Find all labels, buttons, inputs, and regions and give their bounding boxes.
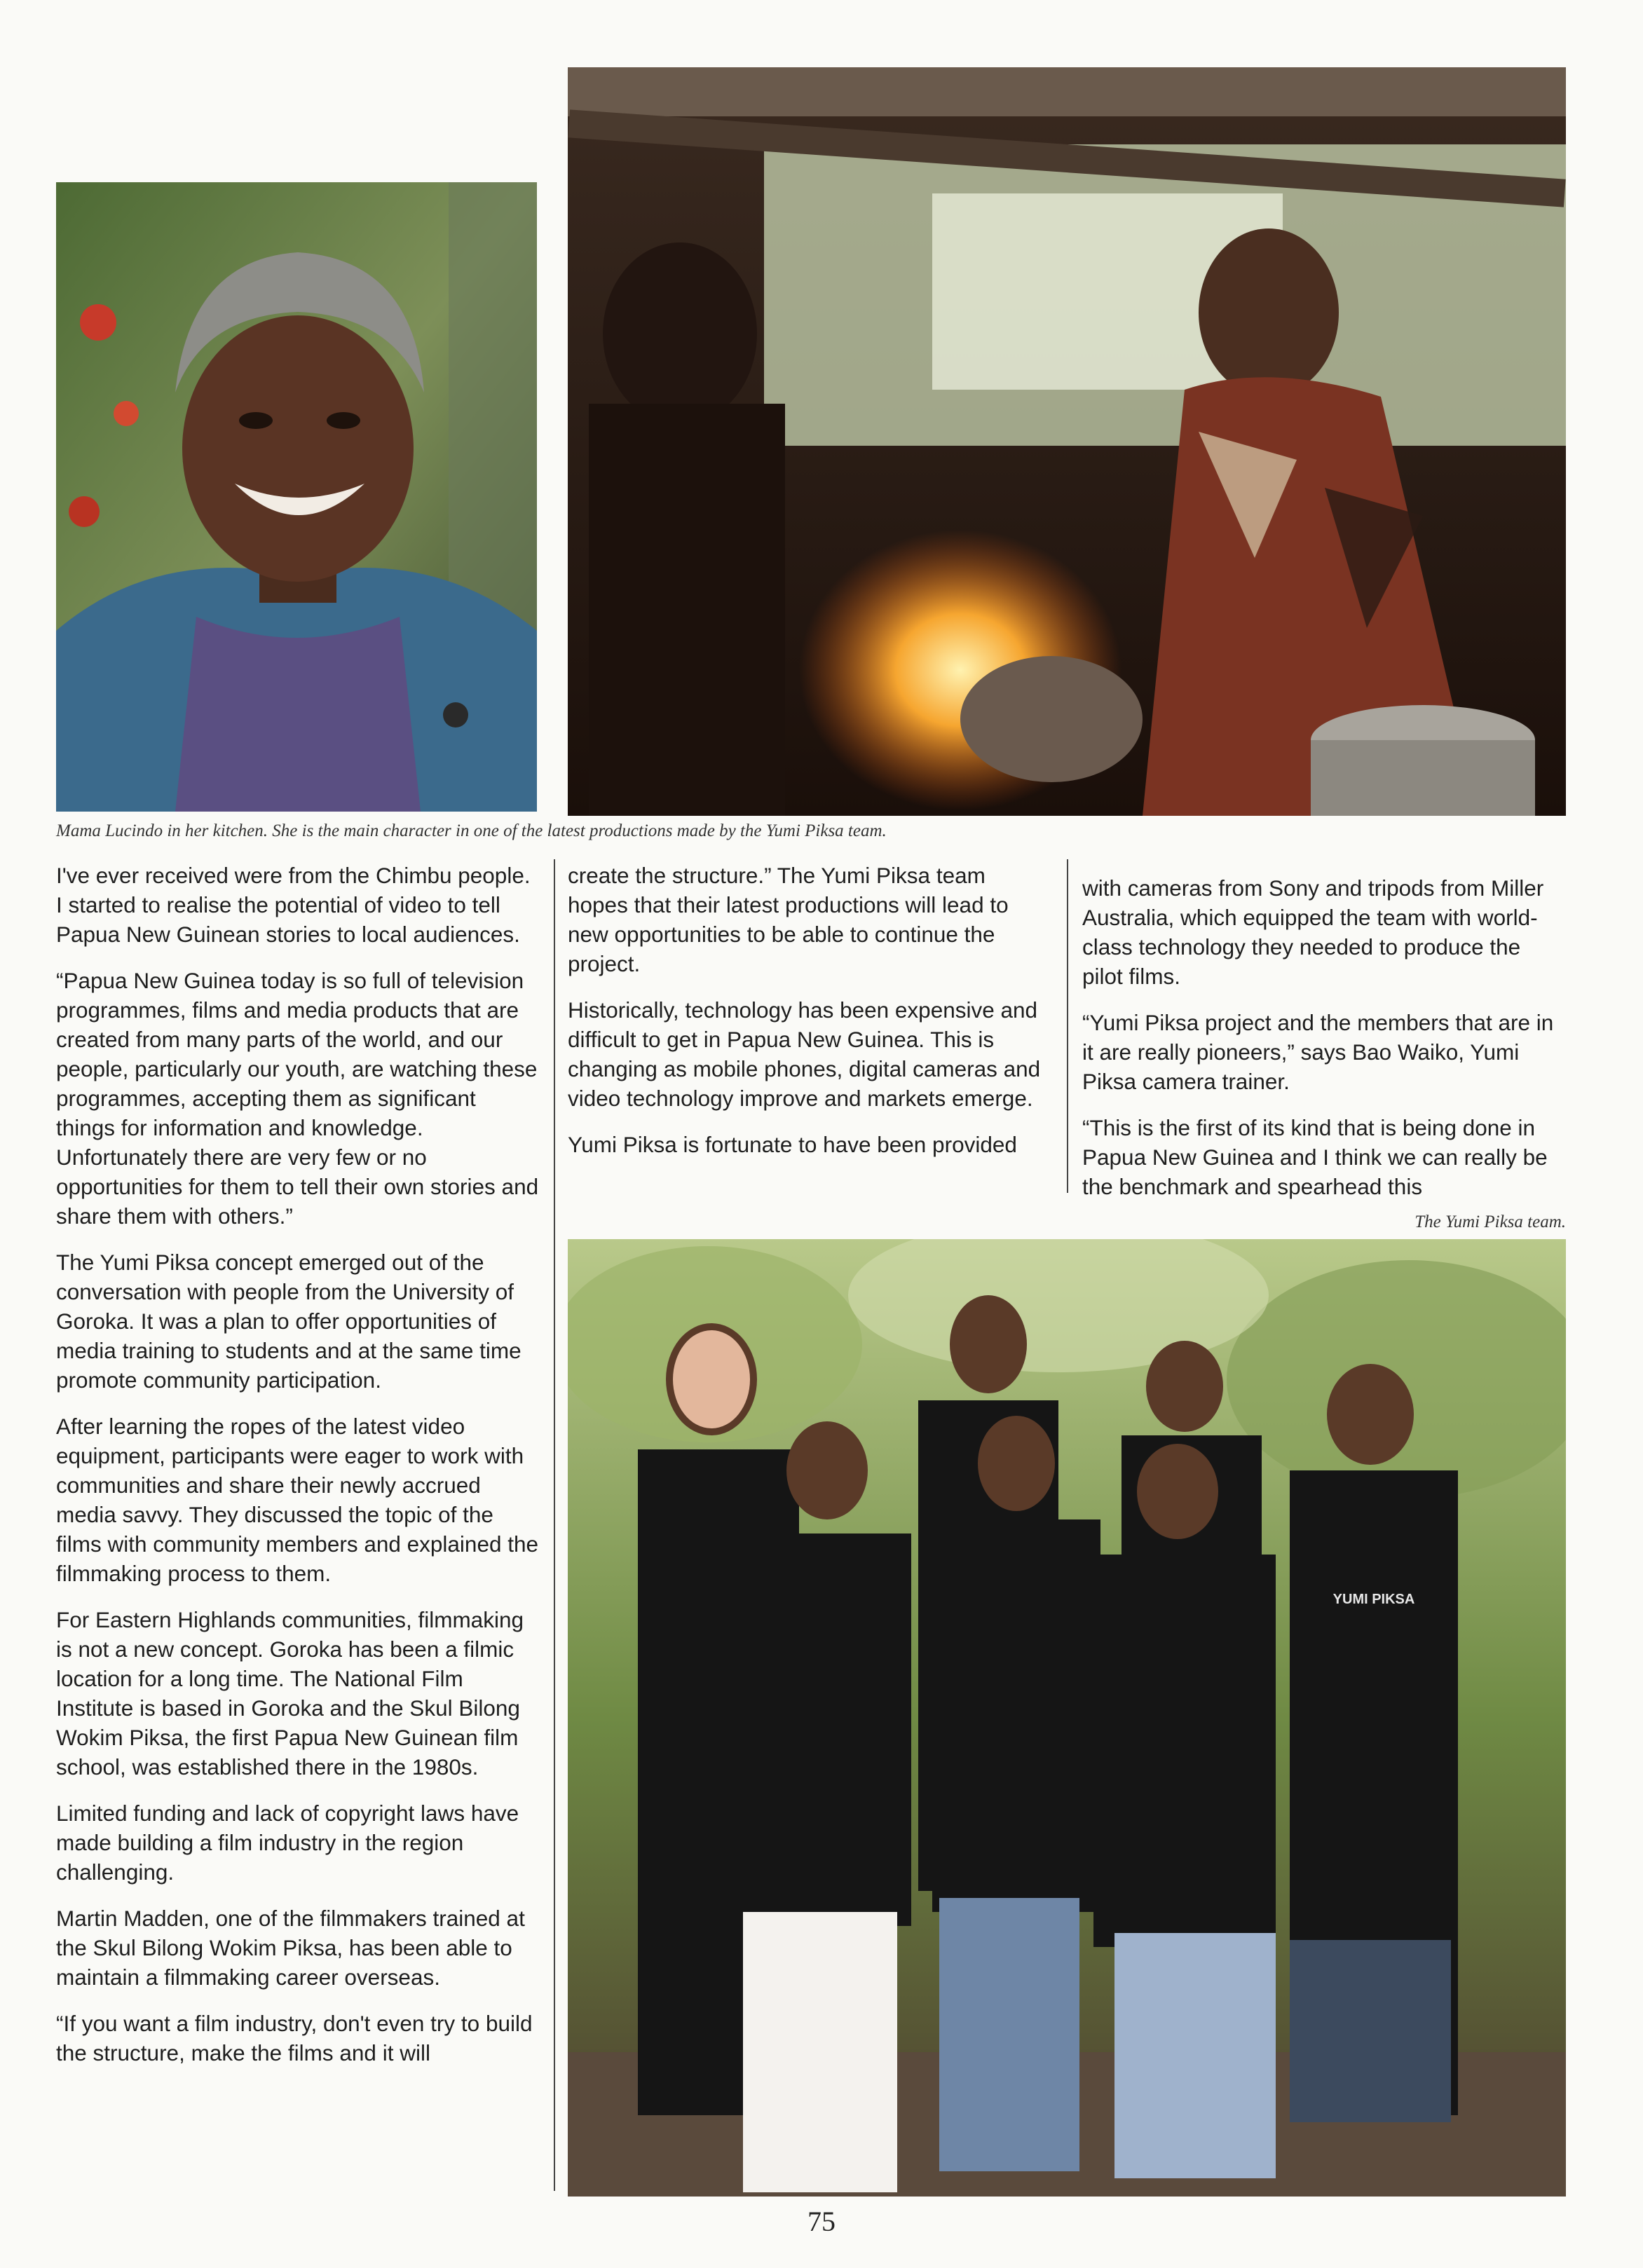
paragraph: create the structure.” The Yumi Piksa team hopes that their latest productions will lead to new opportunities to be able to continue the project. [568,863,1009,976]
text-column-3 [1082,873,1566,1218]
paragraph: The Yumi Piksa concept emerged out of the conversation with people from the University of Goroka. It was a plan to offer opportunities of media training to students and at the same time promote community participation. [56,1250,521,1393]
paragraph: “Papua New Guinea today is so full of television programmes, films and media products that are created from many parts of the world, and our people, particularly our youth, are watching these programmes, accepting them as significant things for information and knowledge. Unfortunately there are very few or no opportunities for them to tell their own stories and share them with others.” [56,968,539,1229]
kitchen-photo [568,67,1566,816]
paragraph: “This is the first of its kind that is being done in Papua New Guinea and I think we can really be the benchmark and spearhead this [1082,1115,1548,1199]
text-column-1 [56,861,540,2084]
column-divider [554,859,555,2191]
team-caption: The Yumi Piksa team. [1414,1212,1566,1231]
paragraph: I've ever received were from the Chimbu people. I started to realise the potential of video to tell Papua New Guinean stories to local audiences. [56,863,531,947]
shirt-logo: YUMI PIKSA [1332,1592,1415,1607]
team-photo [568,1239,1566,2197]
column-divider [1067,859,1068,1193]
paragraph: Historically, technology has been expensive and difficult to get in Papua New Guinea. This is changing as mobile phones, digital cameras and video technology improve and markets emerge. [568,997,1041,1111]
paragraph: “If you want a film industry, don't even try to build the structure, make the films and it will [56,2011,533,2065]
portrait-caption: Mama Lucindo in her kitchen. She is the main character in one of the latest productions made by the Yumi Piksa team. [56,821,887,840]
paragraph: Limited funding and lack of copyright laws have made building a film industry in the region challenging. [56,1801,519,1885]
portrait-photo [56,182,537,812]
paragraph: Yumi Piksa is fortunate to have been provided [568,1132,1017,1157]
text-column-2 [568,861,1051,1176]
paragraph: For Eastern Highlands communities, filmmaking is not a new concept. Goroka has been a filmic location for a long time. The National Film Institute is based in Goroka and the Skul Bilong Wokim Piksa, the first Papua New Guinean film school, was established there in the 1980s. [56,1607,524,1779]
paragraph: “Yumi Piksa project and the members that are in it are really pioneers,” says Bao Waiko, Yumi Piksa camera trainer. [1082,1010,1554,1094]
page-number: 75 [807,2206,836,2237]
paragraph: After learning the ropes of the latest video equipment, participants were eager to work with communities and share their newly accrued media savvy. They discussed the topic of the films with community members and explained the filmmaking process to them. [56,1414,539,1586]
paragraph: Martin Madden, one of the filmmakers trained at the Skul Bilong Wokim Piksa, has been able to maintain a filmmaking career overseas. [56,1906,525,1990]
paragraph: with cameras from Sony and tripods from Miller Australia, which equipped the team with world-class technology they needed to produce the pilot films. [1082,875,1544,989]
